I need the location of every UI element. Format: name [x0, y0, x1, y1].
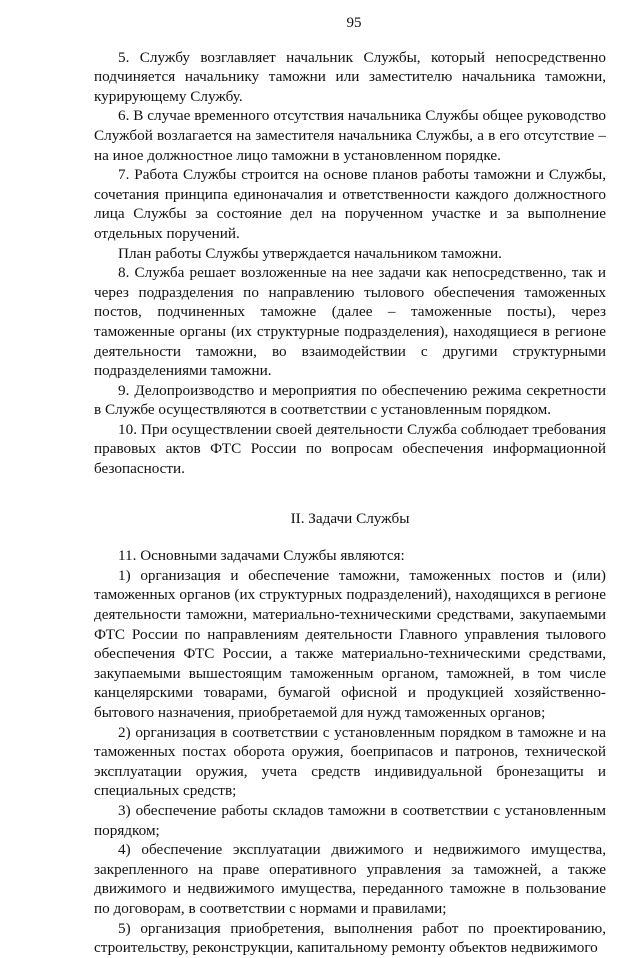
- paragraph-11: 11. Основными задачами Службы являются:: [118, 547, 405, 565]
- paragraph-5: 5. Службу возглавляет начальник Службы, который непосредственно подчиняется начальнику таможни или заместителю начальника таможни, курирующему Службу.: [94, 48, 606, 105]
- task-item-1: 1) организация и обеспечение таможни, таможенных постов и (или) таможенных органов (их структурных подразделений), находящихся в регионе деятельности таможни, материально-техническими средствами, закупаемыми ФТС России по направлениям деятельности Главного управления тылового обеспечения ФТС России, а также материально-техническими средствами, закупаемыми вышестоящим таможенным органом, таможней, в том числе канцелярскими товарами, бумагой офисной и продукцией хозяйственно-бытового назначения, приобретаемой для нужд таможенных органов;: [94, 566, 606, 721]
- paragraph-7: 7. Работа Службы строится на основе планов работы таможни и Службы, сочетания принципа единоначалия и ответственности каждого должностного лица Службы за состояние дел на порученном участке и за выполнение отдельных поручений.: [94, 166, 606, 242]
- task-item-3: 3) обеспечение работы складов таможни в соответствии с установленным порядком;: [94, 801, 606, 839]
- section-title: II. Задачи Службы: [290, 509, 410, 527]
- paragraph-9: 9. Делопроизводство и мероприятия по обеспечению режима секретности в Службе осуществляются в соответствии с установленным порядком.: [94, 381, 606, 419]
- paragraph-8: 8. Служба решает возложенные на нее задачи как непосредственно, так и через подразделения по направлению тылового обеспечения таможенных постов, подчиненных таможне (далее – таможенные посты), через таможенные органы (их структурные подразделения), находящиеся в регионе деятельности таможни, во взаимодействии с другими структурными подразделениями таможни.: [94, 264, 606, 380]
- task-item-2: 2) организация в соответствии с установленным порядком в таможне и на таможенных постах оборота оружия, боеприпасов и патронов, технической эксплуатации оружия, учета средств индивидуальной бронезащиты и специальных средств;: [94, 723, 606, 800]
- paragraph-plan: План работы Службы утверждается начальником таможни.: [118, 244, 502, 262]
- task-item-4: 4) обеспечение эксплуатации движимого и недвижимого имущества, закрепленного на праве оперативного управления за таможней, а также движимого и недвижимого имущества, переданного таможне в пользование по договорам, в соответствии с нормами и правилами;: [94, 841, 606, 917]
- paragraph-6: 6. В случае временного отсутствия начальника Службы общее руководство Службой возлагается на заместителя начальника Службы, а в его отсутствие – на иное должностное лицо таможни в установленном порядке.: [94, 107, 606, 164]
- page-number: 95: [346, 15, 362, 31]
- task-item-5: 5) организация приобретения, выполнения работ по проектированию, строительству, реконструкции, капитальному ремонту объектов недвижимого: [94, 919, 606, 957]
- paragraph-10: 10. При осуществлении своей деятельности Служба соблюдает требования правовых актов ФТС России по вопросам обеспечения информационной безопасности.: [94, 420, 606, 478]
